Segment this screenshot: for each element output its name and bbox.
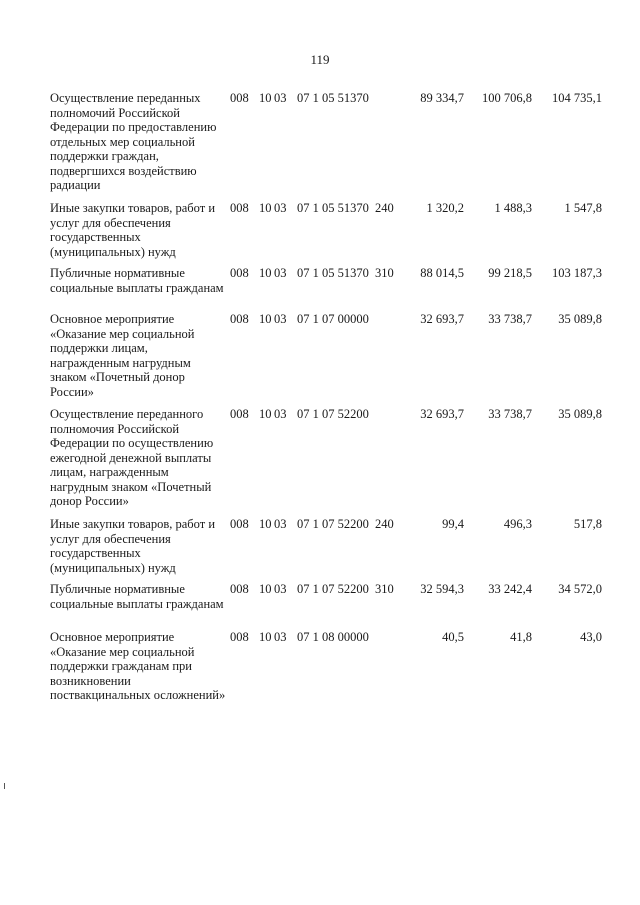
row-value-3: 43,0	[580, 630, 602, 644]
row-csr: 07 1 07 52200	[297, 517, 369, 531]
row-rz: 10	[259, 582, 272, 596]
table-row	[50, 517, 610, 582]
row-vr: 240	[375, 201, 394, 215]
table-row	[50, 582, 610, 630]
row-rz: 10	[259, 407, 272, 421]
row-value-2: 496,3	[503, 517, 532, 531]
table-row	[50, 630, 610, 730]
row-ved: 008	[230, 407, 249, 421]
row-ved: 008	[230, 91, 249, 105]
row-ved: 008	[230, 266, 249, 280]
row-value-3: 34 572,0	[558, 582, 602, 596]
row-csr: 07 1 05 51370	[297, 266, 369, 280]
row-name: Иные закупки товаров, работ и услуг для обеспечения государственных (муниципальных) нужд	[50, 201, 216, 259]
row-rz: 10	[259, 517, 272, 531]
budget-table	[50, 91, 610, 730]
row-value-3: 35 089,8	[558, 312, 602, 326]
table-row	[50, 407, 610, 517]
row-value-2: 33 242,4	[488, 582, 532, 596]
row-vr: 310	[375, 266, 394, 280]
row-pr: 03	[274, 312, 287, 326]
row-rz: 10	[259, 201, 272, 215]
row-ved: 008	[230, 582, 249, 596]
row-csr: 07 1 07 52200	[297, 582, 369, 596]
row-value-1: 99,4	[442, 517, 464, 531]
table-row	[50, 201, 610, 266]
scan-mark	[4, 783, 5, 789]
row-pr: 03	[274, 201, 287, 215]
row-value-1: 32 693,7	[420, 407, 464, 421]
row-vr: 240	[375, 517, 394, 531]
row-ved: 008	[230, 517, 249, 531]
row-pr: 03	[274, 582, 287, 596]
row-ved: 008	[230, 630, 249, 644]
row-ved: 008	[230, 201, 249, 215]
row-vr: 310	[375, 582, 394, 596]
row-value-2: 33 738,7	[488, 312, 532, 326]
table-row	[50, 266, 610, 312]
row-csr: 07 1 05 51370	[297, 91, 369, 105]
row-name: Осуществление переданного полномочия Российской Федерации по осуществлению ежегодной денежной выплаты лицам, награжденным нагрудным знаком «Почетный донор России»	[50, 407, 214, 508]
row-name: Иные закупки товаров, работ и услуг для обеспечения государственных (муниципальных) нужд	[50, 517, 216, 575]
row-name: Основное мероприятие «Оказание мер социальной поддержки гражданам при возникновении поствакцинальных осложнений»	[50, 630, 226, 702]
row-pr: 03	[274, 630, 287, 644]
row-rz: 10	[259, 91, 272, 105]
row-value-1: 32 594,3	[420, 582, 464, 596]
row-ved: 008	[230, 312, 249, 326]
row-value-2: 1 488,3	[494, 201, 532, 215]
row-csr: 07 1 07 00000	[297, 312, 369, 326]
row-name: Публичные нормативные социальные выплаты гражданам	[50, 582, 224, 611]
row-value-1: 89 334,7	[420, 91, 464, 105]
row-rz: 10	[259, 312, 272, 326]
row-pr: 03	[274, 407, 287, 421]
row-csr: 07 1 05 51370	[297, 201, 369, 215]
row-value-3: 517,8	[573, 517, 602, 531]
row-value-1: 88 014,5	[420, 266, 464, 280]
row-value-3: 103 187,3	[552, 266, 602, 280]
row-value-1: 32 693,7	[420, 312, 464, 326]
row-value-1: 1 320,2	[426, 201, 464, 215]
row-pr: 03	[274, 91, 287, 105]
row-rz: 10	[259, 266, 272, 280]
table-row	[50, 91, 610, 201]
row-value-2: 41,8	[510, 630, 532, 644]
row-name: Основное мероприятие «Оказание мер социальной поддержки лицам, награжденным нагрудным знаком «Почетный донор России»	[50, 312, 195, 399]
row-rz: 10	[259, 630, 272, 644]
page-number: 119	[310, 52, 330, 67]
row-name: Осуществление переданных полномочий Российской Федерации по предоставлению отдельных мер социальной поддержки граждан, подвергшихся воздействию радиации	[50, 91, 217, 192]
row-pr: 03	[274, 517, 287, 531]
row-pr: 03	[274, 266, 287, 280]
row-csr: 07 1 08 00000	[297, 630, 369, 644]
row-value-3: 104 735,1	[552, 91, 602, 105]
row-value-3: 35 089,8	[558, 407, 602, 421]
table-row	[50, 312, 610, 407]
row-csr: 07 1 07 52200	[297, 407, 369, 421]
row-value-2: 99 218,5	[488, 266, 532, 280]
row-value-2: 100 706,8	[482, 91, 532, 105]
row-value-1: 40,5	[442, 630, 464, 644]
row-name: Публичные нормативные социальные выплаты гражданам	[50, 266, 224, 295]
row-value-2: 33 738,7	[488, 407, 532, 421]
row-value-3: 1 547,8	[564, 201, 602, 215]
